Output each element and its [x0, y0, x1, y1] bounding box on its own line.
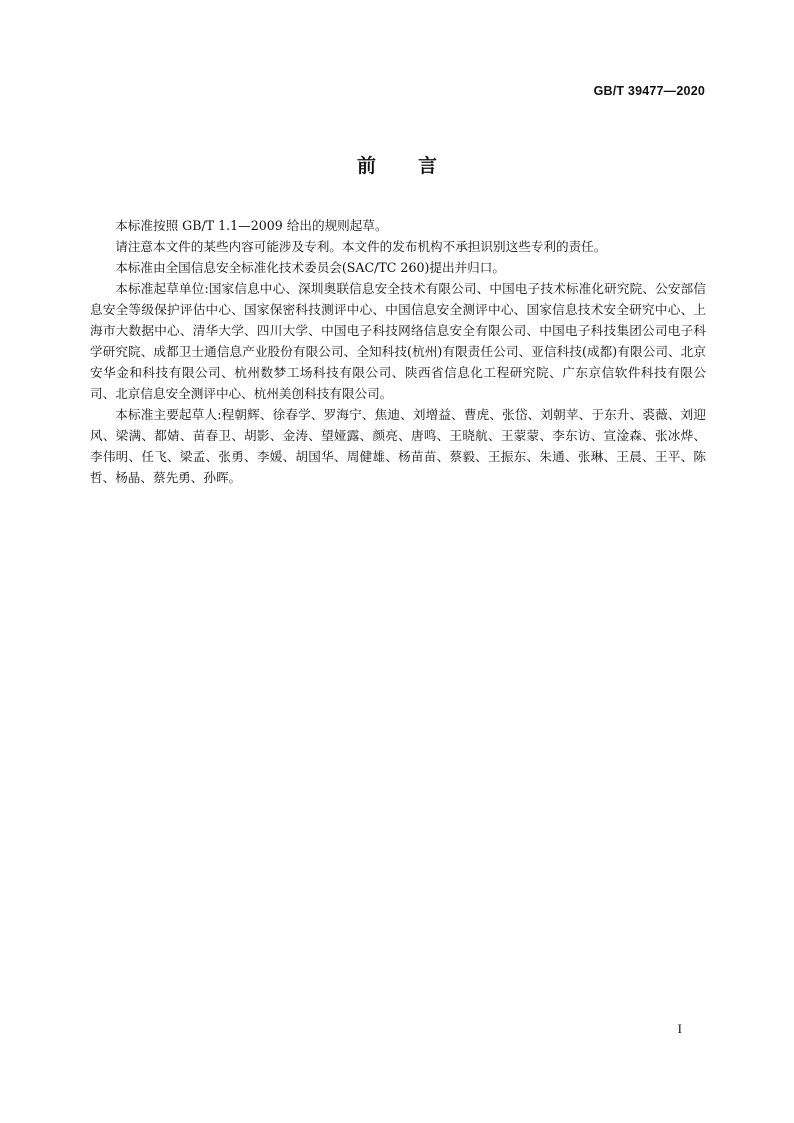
paragraph-proposer: 本标准由全国信息安全标准化技术委员会(SAC/TC 260)提出并归口。 [115, 260, 505, 275]
paragraph-drafting-rules: 本标准按照 GB/T 1.1—2009 给出的规则起草。 [115, 218, 388, 233]
paragraph-patent-notice: 请注意本文件的某些内容可能涉及专利。本文件的发布机构不承担识别这些专利的责任。 [115, 239, 607, 254]
page-title: 前言 [356, 155, 479, 177]
preface-body [90, 215, 706, 488]
paragraph-drafting-units: 本标准起草单位:国家信息中心、深圳奥联信息安全技术有限公司、中国电子技术标准化研究院、公安部信息安全等级保护评估中心、国家保密科技测评中心、中国信息安全测评中心、国家信息技术安全研究中心、上海市大数据中心、清华大学、四川大学、中国电子科技网络信息安全有限公司、中国电子科技集团公司电子科学研究院、成都卫士通信息产业股份有限公司、全知科技(杭州)有限责任公司、亚信科技(成都)有限公司、北京安华金和科技有限公司、杭州数梦工场科技有限公司、陕西省信息化工程研究院、广东京信软件科技有限公司、北京信息安全测评中心、杭州美创科技有限公司。 [90, 281, 706, 401]
paragraph-drafters: 本标准主要起草人:程朝辉、徐春学、罗海宁、焦迪、刘增益、曹虎、张岱、刘朝苹、于东升、裘薇、刘迎风、梁满、都婧、苗春卫、胡影、金涛、望娅露、颜亮、唐鸣、王晓航、王蒙蒙、李东访、宣淦森、张冰烨、李伟明、任飞、梁孟、张勇、李媛、胡国华、周健雄、杨苗苗、蔡毅、王振东、朱通、张琳、王晨、王平、陈哲、杨晶、蔡先勇、孙晖。 [90, 407, 706, 485]
standard-code: GB/T 39477—2020 [593, 84, 705, 98]
page-number: I [677, 1021, 682, 1036]
